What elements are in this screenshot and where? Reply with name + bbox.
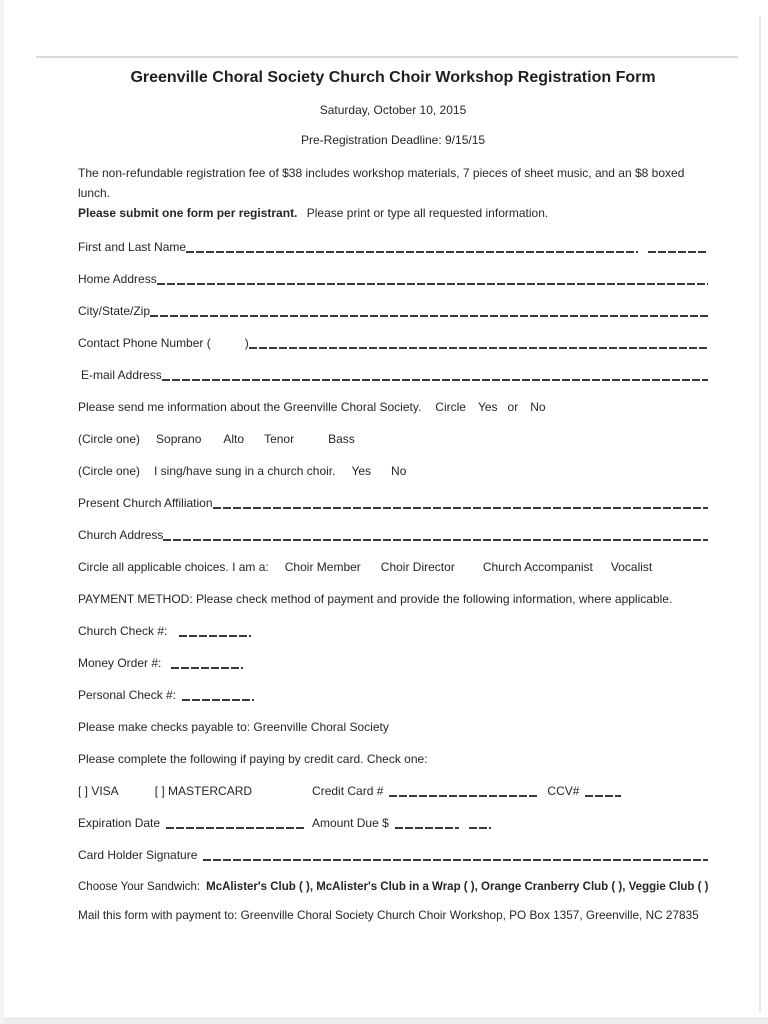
phone-fill-line [249, 347, 708, 349]
choir-experience-text: I sing/have sung in a church choir. [154, 464, 336, 478]
visa-checkbox-label: [ ] VISA [78, 784, 119, 798]
payment-method-row [78, 591, 708, 607]
field-row-email [78, 367, 708, 383]
info-circle-word: Circle [435, 400, 466, 414]
home-address-label: Home Address [78, 272, 157, 286]
church-address-label: Church Address [78, 528, 164, 542]
choir-option-no: No [391, 464, 407, 478]
amount-due-label: Amount Due $ [312, 816, 389, 830]
mastercard-checkbox-label: [ ] MASTERCARD [154, 784, 253, 798]
form-title: Greenville Choral Society Church Choir Workshop Registration Form [130, 69, 656, 86]
intro-line1: The non-refundable registration fee of $38 includes workshop materials, 7 pieces of sheet music, and an $8 boxed lunch. [78, 166, 685, 200]
info-request-text: Please send me information about the Greenville Choral Society. [78, 400, 422, 414]
voice-part-row [78, 431, 708, 447]
voice-option-tenor: Tenor [264, 432, 295, 446]
checks-payable-text: Please make checks payable to: Greenville Choral Society [78, 720, 389, 734]
sandwich-options: McAlister's Club ( ), McAlister's Club in a Wrap ( ), Orange Cranberry Club ( ), Veggie Club ( ) [206, 881, 709, 893]
affiliation-label: Present Church Affiliation [78, 496, 213, 510]
personal-check-label: Personal Check #: [78, 688, 177, 702]
role-option-choir-member: Choir Member [284, 560, 361, 574]
credit-card-note-text: Please complete the following if paying by credit card. Check one: [78, 752, 428, 766]
choir-circle-one-label: (Circle one) [78, 464, 141, 478]
amount-due-fill-line-short [469, 827, 491, 829]
voice-circle-one-label: (Circle one) [78, 432, 141, 446]
info-option-no: No [530, 400, 546, 414]
signature-label: Card Holder Signature [78, 848, 198, 862]
name-label: First and Last Name [78, 240, 187, 254]
email-label: E-mail Address [81, 368, 162, 382]
money-order-fill-line [171, 667, 243, 669]
field-row-name [78, 239, 708, 255]
voice-option-soprano: Soprano [156, 432, 202, 446]
credit-card-fill-line [389, 795, 539, 797]
intro-paragraph [78, 163, 708, 223]
ccv-fill-line [585, 795, 621, 797]
mail-instructions-row [78, 907, 708, 923]
sandwich-label: Choose Your Sandwich: [78, 881, 201, 893]
signature-fill-line [203, 859, 708, 861]
choir-experience-row [78, 463, 708, 479]
personal-check-fill-line [182, 699, 254, 701]
church-check-fill-line [179, 635, 251, 637]
sandwich-row [78, 879, 708, 895]
money-order-row [78, 655, 708, 671]
church-check-label: Church Check #: [78, 624, 168, 638]
info-option-yes: Yes [477, 400, 498, 414]
phone-label: Contact Phone Number ( [78, 336, 211, 350]
affiliation-fill-line [213, 507, 708, 509]
field-row-city-state-zip [78, 303, 708, 319]
field-row-phone [78, 335, 708, 351]
ccv-label: CCV# [547, 784, 580, 798]
credit-card-note-row [78, 751, 708, 767]
amount-due-fill-line [395, 827, 459, 829]
church-address-fill-line [163, 539, 708, 541]
phone-paren-close: ) [244, 336, 249, 350]
event-date: Saturday, October 10, 2015 [319, 103, 467, 117]
role-option-church-accompanist: Church Accompanist [482, 560, 593, 574]
church-check-row [78, 623, 708, 639]
money-order-label: Money Order #: [78, 656, 162, 670]
checks-payable-row [78, 719, 708, 735]
personal-check-row [78, 687, 708, 703]
field-row-affiliation [78, 495, 708, 511]
info-or-word: or [507, 400, 519, 414]
field-row-home-address [78, 271, 708, 287]
name-fill-line-short [648, 251, 708, 253]
city-state-zip-label: City/State/Zip [78, 304, 151, 318]
roles-row [78, 559, 708, 575]
email-fill-line [162, 379, 708, 381]
name-fill-line [186, 251, 638, 253]
intro-rest: Please print or type all requested information. [306, 206, 549, 220]
role-option-choir-director: Choir Director [380, 560, 455, 574]
mail-instructions-text: Mail this form with payment to: Greenville Choral Society Church Choir Workshop, PO Box 1357, Greenville, NC 27835 [78, 908, 699, 922]
voice-option-alto: Alto [223, 432, 245, 446]
intro-bold: Please submit one form per registrant. [78, 206, 298, 220]
role-option-vocalist: Vocalist [610, 560, 653, 574]
field-row-church-address [78, 527, 708, 543]
home-address-fill-line [157, 283, 708, 285]
expiration-row [78, 815, 708, 831]
choir-option-yes: Yes [351, 464, 372, 478]
payment-method-text: PAYMENT METHOD: Please check method of payment and provide the following information, where applicable. [78, 592, 673, 606]
form-rows [78, 239, 708, 923]
city-state-zip-fill-line [150, 315, 708, 317]
voice-option-bass: Bass [328, 432, 355, 446]
expiration-label: Expiration Date [78, 816, 161, 830]
roles-prefix: Circle all applicable choices. I am a: [78, 560, 269, 574]
signature-row [78, 847, 708, 863]
info-request-row [78, 399, 708, 415]
credit-card-number-label: Credit Card # [312, 784, 384, 798]
expiration-fill-line [166, 827, 306, 829]
card-type-row [78, 783, 708, 799]
registration-deadline: Pre-Registration Deadline: 9/15/15 [300, 133, 486, 147]
